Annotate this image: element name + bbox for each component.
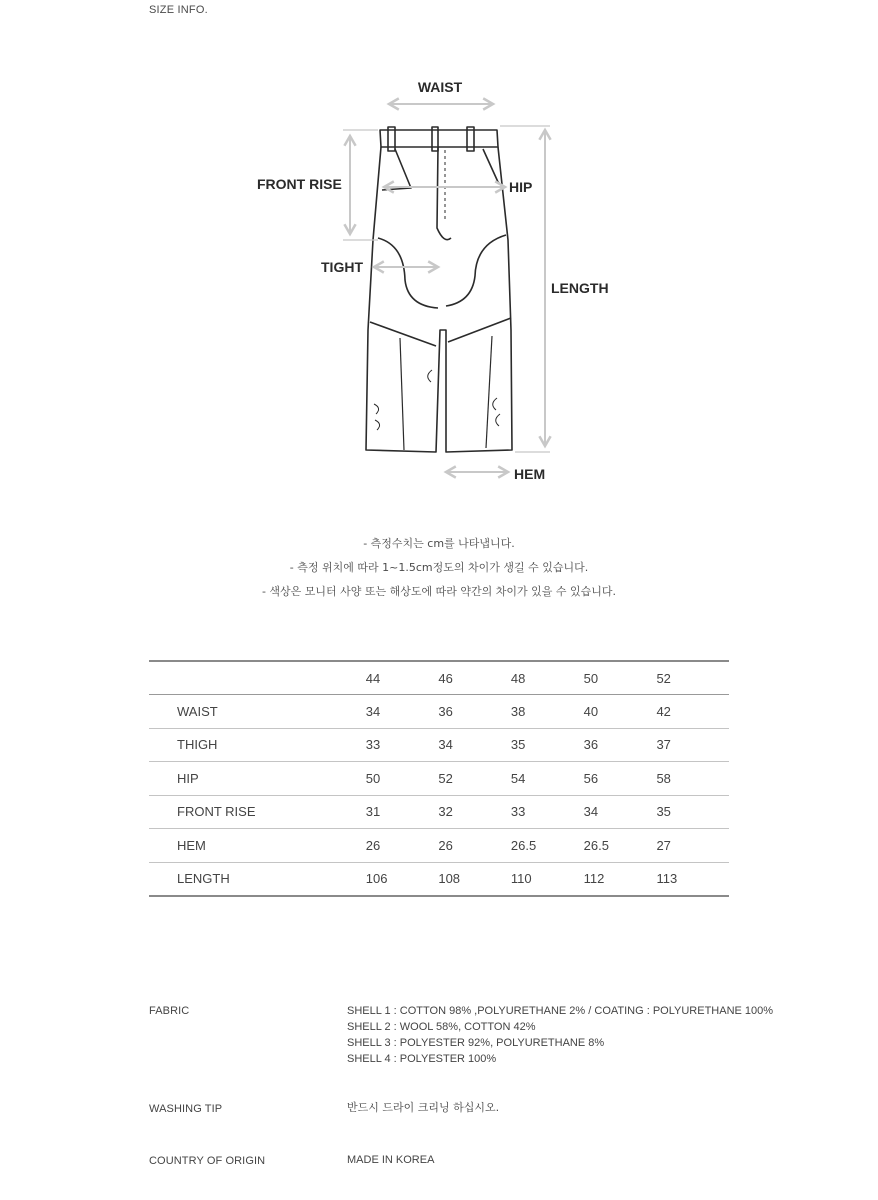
section-title: SIZE INFO.	[149, 4, 208, 16]
table-cell: 26.5	[510, 837, 537, 853]
table-row	[149, 762, 729, 796]
hem-label: HEM	[514, 466, 546, 482]
washing-tip-value: 반드시 드라이 크리닝 하십시오.	[347, 1101, 500, 1114]
lower-seam-left	[400, 338, 404, 450]
row-label: FRONT RISE	[177, 804, 256, 820]
table-cell: 36	[438, 703, 453, 719]
size-header-cell: 48	[510, 670, 526, 686]
note-line: - 측정 위치에 따라 1~1.5cm정도의 차이가 생길 수 있습니다.	[289, 561, 589, 574]
table-row	[149, 829, 729, 863]
country-of-origin-label: COUNTRY OF ORIGIN	[149, 1155, 266, 1167]
table-cell: 34	[365, 703, 381, 719]
fabric-label: FABRIC	[149, 1005, 190, 1017]
row-label: THIGH	[177, 737, 218, 753]
row-label: WAIST	[177, 703, 218, 719]
note-line: - 색상은 모니터 사양 또는 해상도에 따라 약간의 차이가 있을 수 있습니다.	[261, 585, 617, 598]
waist-label: WAIST	[417, 79, 463, 95]
table-row	[149, 862, 729, 896]
size-header-corner	[149, 661, 366, 695]
table-cell: 34	[583, 804, 599, 820]
row-label: LENGTH	[177, 871, 230, 886]
measurement-notes	[0, 532, 878, 604]
table-cell: 112	[583, 871, 605, 886]
country-of-origin-value: MADE IN KOREA	[347, 1154, 435, 1166]
waistband	[380, 130, 498, 147]
size-header-cell: 44	[365, 670, 381, 686]
size-table	[149, 660, 729, 897]
table-row	[149, 695, 729, 729]
table-cell: 26	[365, 837, 381, 853]
knee-seam-left	[370, 322, 436, 346]
length-label: LENGTH	[551, 280, 609, 296]
table-cell: 34	[438, 737, 453, 753]
table-cell: 54	[510, 770, 526, 786]
table-cell: 26	[438, 837, 453, 853]
table-row	[149, 728, 729, 762]
knee-seam-right	[448, 318, 511, 342]
table-cell: 40	[583, 703, 599, 719]
table-cell: 50	[365, 770, 381, 786]
table-cell: 33	[365, 737, 381, 753]
table-cell: 36	[583, 737, 599, 753]
panel-seam-right	[446, 235, 506, 306]
fabric-line: SHELL 2 : WOOL 58%, COTTON 42%	[347, 1021, 536, 1033]
table-cell: 37	[656, 737, 671, 753]
table-cell: 110	[510, 871, 532, 886]
table-cell: 31	[365, 804, 381, 820]
row-label: HIP	[177, 770, 199, 786]
size-header-cell: 52	[656, 670, 671, 686]
washing-tip-label: WASHING TIP	[149, 1103, 223, 1115]
fabric-composition	[347, 1003, 773, 1067]
panel-seam-left	[378, 238, 438, 308]
table-cell: 56	[583, 770, 599, 786]
table-cell: 33	[510, 804, 526, 820]
size-header-row	[149, 661, 729, 695]
front-rise-label: FRONT RISE	[257, 176, 342, 192]
pants-illustration	[366, 127, 512, 452]
table-cell: 38	[510, 703, 526, 719]
table-cell: 27	[656, 837, 671, 853]
table-cell: 26.5	[583, 837, 609, 853]
table-cell: 42	[656, 703, 671, 719]
lower-seam-right	[486, 336, 492, 448]
note-line: - 측정수치는 cm를 나타냅니다.	[363, 537, 515, 550]
size-header-cell: 50	[583, 670, 599, 686]
table-cell: 113	[656, 871, 678, 886]
size-header-cell: 46	[438, 670, 453, 686]
table-cell: 106	[365, 871, 388, 886]
pocket-left	[382, 149, 411, 190]
hip-label: HIP	[509, 179, 533, 195]
table-cell: 32	[438, 804, 453, 820]
pants-outline	[366, 147, 512, 452]
table-cell: 35	[656, 804, 671, 820]
fabric-line: SHELL 3 : POLYESTER 92%, POLYURETHANE 8%	[347, 1037, 605, 1049]
fabric-line: SHELL 4 : POLYESTER 100%	[347, 1053, 497, 1065]
pants-measurement-diagram	[0, 0, 878, 500]
row-label: HEM	[177, 837, 206, 853]
fabric-line: SHELL 1 : COTTON 98% ,POLYURETHANE 2% / COATING : POLYURETHANE 100%	[347, 1005, 774, 1017]
table-cell: 108	[438, 871, 461, 886]
table-row	[149, 795, 729, 829]
table-cell: 58	[656, 770, 671, 786]
table-cell: 52	[438, 770, 453, 786]
fly-seam	[437, 147, 451, 240]
table-cell: 35	[510, 737, 526, 753]
tight-label: TIGHT	[321, 259, 363, 275]
